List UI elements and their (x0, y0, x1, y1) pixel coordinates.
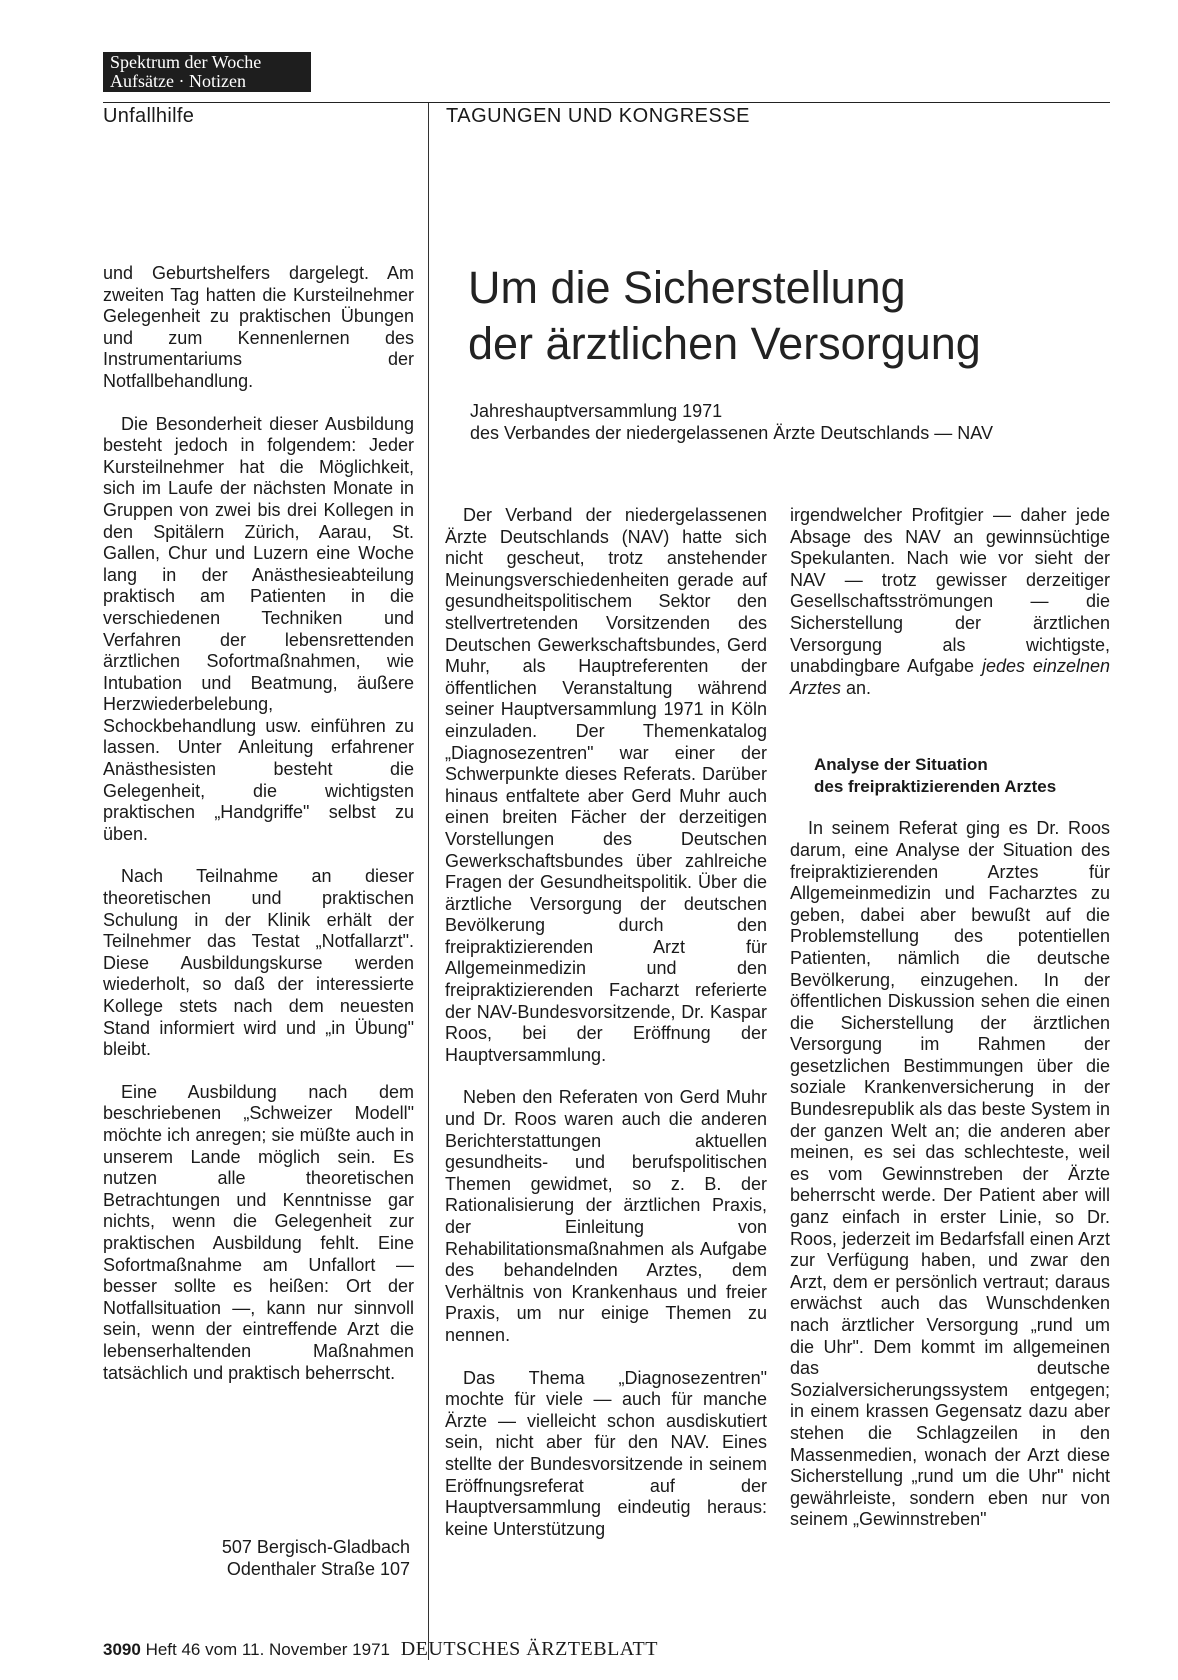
subheading (814, 754, 1110, 798)
page-number: 3090 (103, 1640, 141, 1659)
middle-paragraph-1: Der Verband der niedergelassenen Ärzte Deutschlands (NAV) hatte sich nicht gescheut, trotz anstehender Meinungsverschiedenheiten gerade auf gesundheitspolitischem Sektor den stellvertretenden Vorsitzenden des Deutschen Gewerkschaftsbundes, Gerd Muhr, als Hauptreferenten der öffentlichen Veranstaltung während seiner Hauptversammlung 1971 in Köln einzuladen. Der Themenkatalog „Diagnosezentren" war einer der Schwerpunkte dieses Referats. Darüber hinaus entfaltete aber Gerd Muhr auch einen breiten Fächer der derzeitigen Vorstellungen des Deutschen Gewerkschaftsbundes über zahlreiche Fragen der Gesundheitspolitik. Über die ärztliche Versorgung der deutschen Bevölkerung durch den freipraktizierenden Arzt für Allgemeinmedizin und den freipraktizierenden Facharzt referierte der NAV-Bundesvorsitzende, Dr. Kaspar Roos, bei der Eröffnung der Hauptversammlung. (445, 505, 767, 1065)
issue-info: Heft 46 vom 11. November 1971 (145, 1640, 390, 1659)
right-paragraph-1-emphasis: jedes einzelnen Arztes (790, 656, 1110, 698)
left-paragraph-4: Eine Ausbildung nach dem beschriebenen „Schweizer Modell" möchte ich anregen; sie müßte auch in unserem Lande möglich sein. Es nutzen alle theoretischen Betrachtungen und Kenntnisse gar nichts, wenn die Gelegenheit zur praktischen Ausbildung fehlt. Eine Sofortmaßnahme am Unfallort — besser sollte es heißen: Ort der Notfallsituation —, kann nur sinnvoll sein, wenn der eintreffende Arzt die lebenserhaltenden Maßnahmen tatsächlich und praktisch beherrscht. (103, 1081, 414, 1383)
author-address (205, 1536, 410, 1580)
right-paragraph-1-end: an. (846, 677, 872, 698)
middle-column (445, 505, 767, 1561)
article-subtitle (470, 400, 993, 444)
left-paragraph-3: Nach Teilnahme an dieser theoretischen und praktischen Schulung in der Klinik erhält der Teilnehmer das Testat „Notfallarzt". Diese Ausbildungskurse werden wiederholt, so daß der interessierte Kollege stets nach dem neuesten Stand informiert wird und „in Übung" bleibt. (103, 866, 414, 1060)
subtitle-line-2: des Verbandes der niedergelassenen Ärzte Deutschlands — NAV (470, 423, 993, 443)
badge-line-2: Aufsätze · Notizen (110, 71, 246, 91)
section-label-left: Unfallhilfe (103, 105, 195, 127)
header-rule (103, 102, 1110, 103)
subtitle-line-1: Jahreshauptversammlung 1971 (470, 401, 723, 421)
right-column (790, 505, 1110, 1552)
title-line-1: Um die Sicherstellung (468, 262, 906, 313)
left-paragraph-1: und Geburtshelfers dargelegt. Am zweiten Tag hatten die Kursteilnehmer Gelegenheit zu praktischen Übungen und zum Kennenlernen des Instrumentariums der Notfallbehandlung. (103, 263, 414, 391)
badge-line-1: Spektrum der Woche (110, 52, 262, 72)
section-label-right: TAGUNGEN UND KONGRESSE (446, 105, 750, 127)
page-footer (103, 1638, 658, 1661)
left-paragraph-2: Die Besonderheit dieser Ausbildung besteht jedoch in folgendem: Jeder Kursteilnehmer hat die Möglichkeit, sich im Laufe der nächsten Monate in Gruppen von zwei bis drei Kollegen in den Spitälern Zürich, Aarau, St. Gallen, Chur und Luzern eine Woche lang in der Anästhesieabteilung praktisch am Patienten in die verschiedenen Techniken und Verfahren der lebensrettenden ärztlichen Sofortmaßnahmen, wie Intubation und Beatmung, äußere Herzwiederbelebung, Schockbehandlung usw. einführen zu lassen. Unter Anleitung erfahrener Anästhesisten besteht die Gelegenheit, die wichtigsten praktischen „Handgriffe" selbst zu üben. (103, 413, 414, 844)
title-line-2: der ärztlichen Versorgung (468, 318, 981, 369)
subheading-line-2: des freipraktizierenden Arztes (814, 777, 1057, 797)
section-badge (103, 52, 311, 92)
address-line-1: 507 Bergisch-Gladbach (221, 1537, 410, 1557)
middle-paragraph-2: Neben den Referaten von Gerd Muhr und Dr. Roos waren auch die anderen Berichterstattungen aktuellen gesundheits- und berufspolitischen Themen gewidmet, so z. B. der Rationalisierung der ärztlichen Praxis, der Einleitung von Rehabilitationsmaßnahmen als Aufgabe des behandelnden Arztes, dem Verhältnis von Krankenhaus und freier Praxis, um nur einige Themen zu nennen. (445, 1087, 767, 1345)
middle-paragraph-3: Das Thema „Diagnosezentren" mochte für viele — auch für manche Ärzte — vielleicht schon ausdiskutiert sein, nicht aber für den NAV. Eines stellte der Bundesvorsitzende in seinem Eröffnungsreferat auf der Hauptversammlung eindeutig heraus: keine Unterstützung (445, 1367, 767, 1539)
article-title (468, 260, 981, 372)
right-paragraph-2: In seinem Referat ging es Dr. Roos darum, eine Analyse der Situation des freipraktizierenden Arztes für Allgemeinmedizin und Facharztes zu geben, dabei aber bewußt auf die Problemstellung des potentiellen Patienten, nämlich die deutsche Bevölkerung, einzugehen. In der öffentlichen Diskussion sehen die einen die Sicherstellung der ärztlichen Versorgung im Rahmen der gesetzlichen Bestimmungen über die soziale Krankenversicherung in der Bundesrepublik als das beste System in der ganzen Welt an; die anderen aber meinen, es sei das schlechteste, weil es vom Gewinnstreben der Ärzte beherrscht werde. Der Patient aber will ganz einfach in erster Linie, so Dr. Roos, jederzeit im Bedarfsfall einen Arzt zur Verfügung haben, und zwar den Arzt, dem er persönlich vertraut; daraus erwächst auch das Wunschdenken nach ärztlicher Versorgung „rund um die Uhr". Dem kommt im allgemeinen das deutsche Sozialversicherungssystem entgegen; in einem krassen Gegensatz dazu aber stehen die Schlagzeilen in den Massenmedien, wonach der Arzt diese Sicherstellung „rund um die Uhr" nicht gewährleiste, sondern eben nur von seinem „Gewinnstreben" (790, 818, 1110, 1530)
subheading-line-1: Analyse der Situation (814, 755, 988, 775)
right-paragraph-1-start: irgendwelcher Profitgier — daher jede Absage des NAV an gewinnsüchtige Spekulanten. Nach wie vor sieht der NAV — trotz gewisser derzeitiger Gesellschaftsströmungen — die Sicherstellung der ärztlichen Versorgung als wichtigste, unabdingbare Aufgabe (790, 505, 1110, 677)
column-divider (428, 103, 429, 1660)
left-column (103, 263, 414, 1405)
right-paragraph-1 (790, 505, 1110, 699)
address-line-2: Odenthaler Straße 107 (226, 1559, 410, 1579)
publication-name: DEUTSCHES ÄRZTEBLATT (400, 1638, 658, 1660)
